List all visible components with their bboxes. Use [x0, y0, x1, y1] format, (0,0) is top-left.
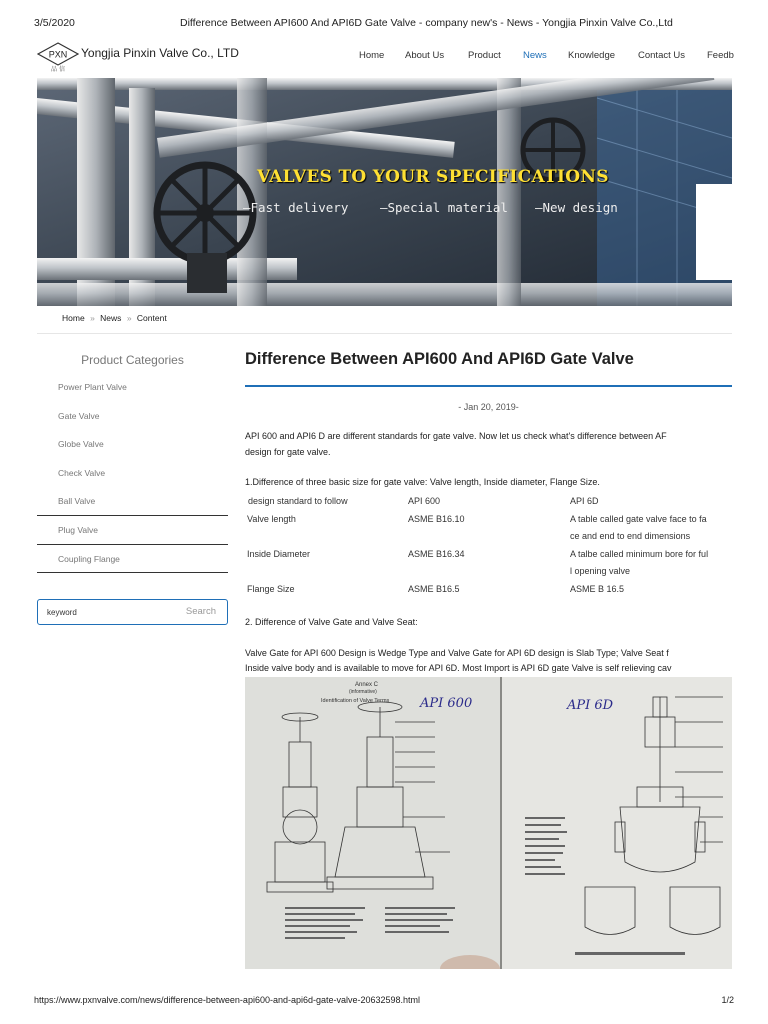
breadcrumb — [62, 313, 167, 323]
section-heading: 2. Difference of Valve Gate and Valve Seat: — [245, 617, 418, 627]
banner-pipes-image — [37, 78, 732, 306]
table-cell: Flange Size — [247, 584, 295, 594]
table-cell: A table called gate valve face to fa — [570, 514, 707, 524]
table-cell: ce and end to end dimensions — [570, 531, 691, 541]
table-cell: Inside Diameter — [247, 549, 311, 559]
title-underline — [245, 385, 732, 387]
banner-headline: VALVES TO YOUR SPECIFICATIONS — [257, 167, 609, 187]
sidebar-heading: Product Categories — [81, 353, 184, 367]
breadcrumb-home[interactable]: Home — [62, 313, 85, 323]
table-header-cell: API 600 — [408, 496, 441, 506]
table-cell: ASME B16.10 — [408, 514, 465, 524]
banner-tag: —Fast delivery — [243, 200, 349, 215]
print-title: Difference Between API600 And API6D Gate Valve - company new's - News - Yongjia Pinxin Valve Co.,Ltd — [180, 17, 673, 29]
banner-tag: —Special material — [380, 200, 508, 215]
hero-banner — [37, 78, 732, 306]
body-line: Inside valve body and is available to move for API 6D. Most Import is API 6D gate Valve is self relieving cav — [245, 663, 672, 673]
nav-knowledge[interactable]: Knowledge — [568, 50, 616, 61]
banner-tag: —New design — [535, 200, 618, 215]
category-item[interactable]: Globe Valve — [58, 439, 104, 450]
category-item[interactable]: Coupling Flange — [37, 545, 228, 574]
logo-diamond-icon — [37, 42, 79, 72]
breadcrumb-separator: » — [90, 313, 95, 323]
banner-side-panel — [696, 184, 732, 280]
search-box — [37, 599, 228, 625]
article-title: Difference Between API600 And API6D Gate Valve — [245, 350, 634, 368]
breadcrumb-separator: » — [126, 313, 132, 323]
category-item[interactable]: Power Plant Valve — [58, 382, 127, 392]
nav-news[interactable]: News — [523, 50, 547, 61]
table-cell: ASME B 16.5 — [570, 584, 625, 594]
table-cell: ASME B16.34 — [408, 549, 465, 559]
nav-contact-us[interactable]: Contact Us — [638, 50, 685, 61]
intro-line: API 600 and API6 D are different standards for gate valve. Now let us check what's difference between AF — [245, 431, 667, 441]
category-item[interactable]: Check Valve — [58, 467, 106, 478]
print-url: https://www.pxnvalve.com/news/difference-between-api600-and-api6d-gate-valve-20632598.html — [34, 995, 421, 1005]
table-header-cell: design standard to follow — [248, 496, 348, 506]
print-date: 3/5/2020 — [34, 17, 75, 29]
category-item[interactable]: Ball Valve — [37, 487, 228, 516]
logo-mark-text: PXN — [48, 49, 68, 60]
category-list — [37, 373, 228, 573]
article-date: - Jan 20, 2019- — [458, 402, 519, 412]
table-cell: l opening valve — [570, 566, 631, 576]
logo[interactable] — [37, 40, 277, 76]
section-heading: 1.Difference of three basic size for gate valve: Valve length, Inside diameter, Flange Size. — [245, 477, 600, 487]
table-header-cell: API 6D — [570, 496, 599, 506]
handwritten-label: API 600 — [420, 696, 473, 711]
nav-home[interactable]: Home — [359, 50, 385, 61]
diagram-heading: (informative) — [349, 689, 377, 695]
table-cell: ASME B16.5 — [408, 584, 460, 594]
breadcrumb-news[interactable]: News — [100, 313, 122, 323]
search-input[interactable] — [38, 600, 178, 624]
company-name: Yongjia Pinxin Valve Co., LTD — [81, 46, 239, 60]
table-cell: A talbe called minimum bore for ful — [570, 549, 709, 559]
nav-product[interactable]: Product — [468, 50, 501, 61]
print-header — [0, 0, 768, 40]
diagram-heading: Identification of Valve Terms — [321, 698, 390, 704]
table-cell: Valve length — [247, 514, 296, 524]
nav-about-us[interactable]: About Us — [405, 50, 445, 61]
print-page-number: 1/2 — [721, 995, 734, 1005]
search-button[interactable]: Search — [185, 606, 216, 617]
diagram-heading: Annex C — [355, 682, 379, 688]
site-header — [37, 40, 732, 78]
category-item[interactable]: Gate Valve — [58, 410, 100, 421]
valve-diagram-svg — [245, 677, 732, 969]
category-item[interactable]: Plug Valve — [37, 516, 228, 545]
article — [245, 340, 732, 673]
logo-sub-text: 品 信 — [51, 66, 65, 72]
intro-line: design for gate valve. — [245, 447, 331, 457]
body-line: Valve Gate for API 600 Design is Wedge Type and Valve Gate for API 6D design is Slab Type; Valve Seat f — [245, 648, 669, 658]
breadcrumb-current: Content — [136, 313, 167, 323]
handwritten-label: API 6D — [567, 698, 614, 713]
sidebar — [37, 340, 228, 573]
valve-diagram-photo — [245, 677, 732, 969]
nav-feedback[interactable]: Feedb — [707, 50, 734, 61]
divider — [37, 333, 732, 334]
